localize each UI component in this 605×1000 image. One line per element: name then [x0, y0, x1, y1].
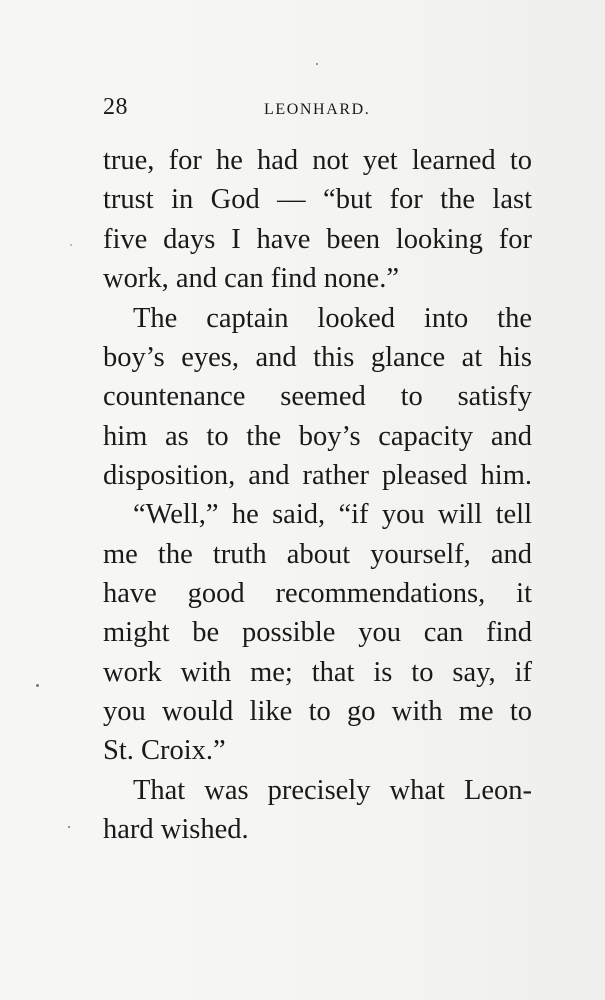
text-line: work, and can find none.”	[103, 263, 399, 294]
paragraph-start-line: “Well,” he said, “if you will tell	[133, 499, 532, 530]
text-line: me the truth about yourself, and	[103, 539, 532, 570]
text-line: hard wished.	[103, 814, 249, 845]
text-line: you would like to go with me to	[103, 696, 532, 727]
text-line: work with me; that is to say, if	[103, 657, 532, 688]
page-number: 28	[103, 94, 128, 120]
text-line: five days I have been looking for	[103, 224, 532, 255]
paper-speck	[36, 684, 39, 687]
text-line: might be possible you can find	[103, 617, 532, 648]
running-title: LEONHARD.	[264, 101, 371, 118]
paragraph-start-line: The captain looked into the	[133, 303, 532, 334]
text-line: disposition, and rather pleased him.	[103, 460, 532, 491]
paper-speck	[70, 244, 72, 246]
text-line: boy’s eyes, and this glance at his	[103, 342, 532, 373]
text-line: true, for he had not yet learned to	[103, 145, 532, 176]
text-line: him as to the boy’s capacity and	[103, 421, 532, 452]
paper-speck	[316, 63, 318, 65]
text-line: have good recommendations, it	[103, 578, 532, 609]
text-line: St. Croix.”	[103, 735, 226, 766]
paragraph-start-line: That was precisely what Leon-	[133, 775, 532, 806]
paper-speck	[68, 826, 70, 828]
text-line: trust in God — “but for the last	[103, 184, 532, 215]
text-line: countenance seemed to satisfy	[103, 381, 532, 412]
